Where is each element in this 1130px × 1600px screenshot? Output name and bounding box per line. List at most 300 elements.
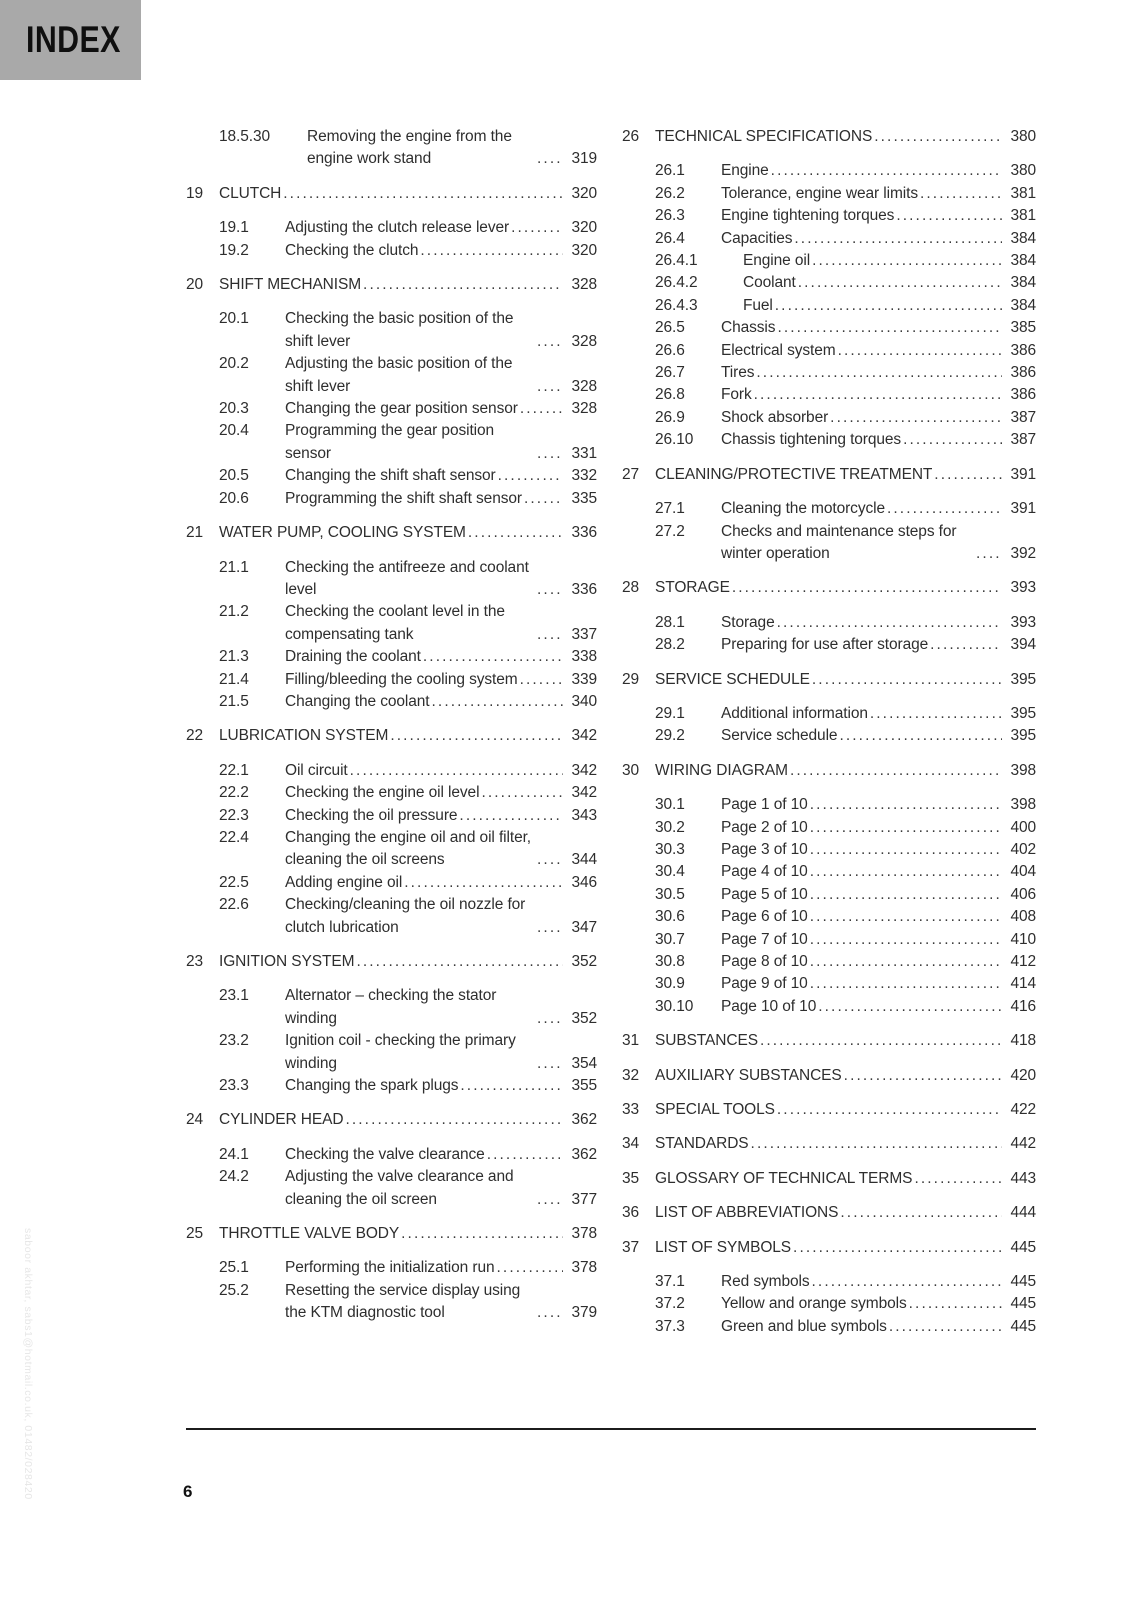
entry-leader-dots — [810, 973, 1002, 995]
entry-title: LIST OF SYMBOLS — [655, 1238, 792, 1256]
entry-number: 37.2 — [655, 1295, 685, 1313]
entry-page-number: 377 — [571, 1190, 597, 1208]
entry-leader-dots — [777, 612, 1002, 634]
entry-page-number: 393 — [1010, 579, 1036, 597]
entry-number: 19.2 — [219, 241, 249, 259]
toc-entry — [186, 985, 597, 1030]
toc-entry — [622, 996, 1036, 1018]
entry-number: 27.2 — [655, 522, 685, 540]
entry-title: Engine — [721, 162, 769, 180]
entry-page-number: 395 — [1010, 727, 1036, 745]
toc-entry — [622, 126, 1036, 148]
toc-entry — [622, 384, 1036, 406]
toc-entry — [186, 488, 597, 510]
entry-title: Ignition coil - checking the primary winding — [285, 1032, 516, 1072]
entry-page-number: 414 — [1010, 975, 1036, 993]
entry-leader-dots — [497, 1257, 564, 1279]
toc-entry — [622, 498, 1036, 520]
entry-number: 26.2 — [655, 184, 685, 202]
entry-number: 27.1 — [655, 500, 685, 518]
entry-title: Oil circuit — [285, 761, 348, 779]
entry-page-number: 328 — [571, 377, 597, 395]
entry-number: 20.6 — [219, 489, 249, 507]
entry-page-number: 328 — [571, 276, 597, 294]
entry-title: Checking the clutch — [285, 241, 419, 259]
entry-page-number: 342 — [571, 784, 597, 802]
toc-entry — [622, 205, 1036, 227]
entry-page-number: 379 — [571, 1304, 597, 1322]
entry-number: 35 — [622, 1169, 640, 1187]
entry-title: Changing the coolant — [285, 692, 430, 710]
entry-title: CLEANING/PROTECTIVE TREATMENT — [655, 465, 933, 483]
toc-entry — [186, 827, 597, 872]
index-header-tab — [0, 0, 141, 80]
entry-number: 36 — [622, 1204, 640, 1222]
entry-leader-dots — [537, 1008, 563, 1030]
entry-number: 23.3 — [219, 1077, 249, 1095]
entry-number: 37 — [622, 1238, 640, 1256]
toc-entry — [186, 126, 597, 171]
entry-leader-dots — [537, 849, 563, 871]
toc-entry — [186, 894, 597, 939]
entry-page-number: 420 — [1010, 1066, 1036, 1084]
entry-page-number: 355 — [571, 1077, 597, 1095]
toc-column-left — [186, 126, 597, 1338]
entry-leader-dots — [840, 1202, 1002, 1224]
toc-entry — [622, 160, 1036, 182]
entry-number: 27 — [622, 465, 640, 483]
entry-leader-dots — [896, 205, 1002, 227]
entry-page-number: 346 — [571, 873, 597, 891]
entry-page-number: 319 — [571, 150, 597, 168]
toc-entry — [186, 557, 597, 602]
entry-page-number: 404 — [1010, 863, 1036, 881]
toc-entry — [622, 973, 1036, 995]
toc-entry — [186, 1257, 597, 1279]
entry-leader-dots — [838, 340, 1002, 362]
entry-page-number: 352 — [571, 953, 597, 970]
toc-entry — [622, 521, 1036, 566]
entry-number: 30.8 — [655, 953, 685, 970]
toc-entry — [186, 353, 597, 398]
entry-leader-dots — [793, 1237, 1002, 1259]
entry-leader-dots — [914, 1168, 1002, 1190]
entry-title: Coolant — [743, 274, 796, 292]
entry-number: 26.3 — [655, 207, 685, 225]
entry-leader-dots — [920, 183, 1002, 205]
entry-leader-dots — [810, 951, 1002, 973]
toc-entry — [622, 362, 1036, 384]
toc-entry — [186, 240, 597, 262]
entry-leader-dots — [524, 488, 563, 510]
entry-title: SERVICE SCHEDULE — [655, 670, 810, 688]
entry-title: GLOSSARY OF TECHNICAL TERMS — [655, 1169, 913, 1187]
entry-number: 37.3 — [655, 1317, 685, 1335]
entry-title: IGNITION SYSTEM — [219, 953, 355, 970]
toc-entry — [186, 274, 597, 296]
entry-number: 25.2 — [219, 1281, 249, 1299]
entry-title: Checking the valve clearance — [285, 1145, 485, 1163]
entry-title: Capacities — [721, 229, 793, 247]
entry-page-number: 393 — [1010, 613, 1036, 631]
entry-number: 20.4 — [219, 422, 249, 440]
entry-number: 20.1 — [219, 310, 249, 328]
toc — [186, 126, 1036, 1338]
entry-leader-dots — [537, 579, 563, 601]
entry-title: CYLINDER HEAD — [219, 1111, 344, 1129]
entry-page-number: 412 — [1010, 953, 1036, 970]
entry-page-number: 445 — [1010, 1317, 1036, 1335]
toc-entry — [622, 884, 1036, 906]
entry-title: Changing the spark plugs — [285, 1077, 459, 1095]
entry-title: Chassis tightening torques — [721, 431, 902, 449]
toc-entry — [622, 272, 1036, 294]
toc-entry — [622, 1271, 1036, 1293]
entry-title: Page 2 of 10 — [721, 818, 808, 836]
entry-leader-dots — [283, 183, 563, 205]
entry-leader-dots — [498, 465, 563, 487]
entry-number: 30.2 — [655, 818, 685, 836]
entry-title: Changing the engine oil and oil filter, cleaning the oil screens — [285, 828, 532, 869]
entry-leader-dots — [818, 996, 1002, 1018]
entry-title: Shock absorber — [721, 408, 829, 426]
toc-entry — [622, 612, 1036, 634]
entry-title: Removing the engine from the engine work stand — [307, 128, 512, 168]
entry-number: 26 — [622, 128, 640, 145]
entry-title: CLUTCH — [219, 184, 282, 202]
entry-leader-dots — [732, 577, 1002, 599]
entry-title: WIRING DIAGRAM — [655, 761, 788, 779]
entry-page-number: 391 — [1010, 500, 1036, 518]
entry-leader-dots — [760, 1030, 1002, 1052]
entry-number: 21.2 — [219, 603, 249, 621]
entry-leader-dots — [537, 1302, 563, 1324]
entry-page-number: 381 — [1010, 207, 1036, 225]
entry-page-number: 378 — [571, 1259, 597, 1277]
entry-page-number: 442 — [1010, 1135, 1036, 1153]
entry-page-number: 342 — [571, 761, 597, 779]
entry-leader-dots — [520, 398, 563, 420]
entry-title: Storage — [721, 613, 775, 631]
entry-page-number: 384 — [1010, 296, 1036, 314]
entry-page-number: 402 — [1010, 840, 1036, 858]
entry-title: LUBRICATION SYSTEM — [219, 727, 389, 745]
entry-title: Red symbols — [721, 1273, 810, 1291]
entry-leader-dots — [775, 295, 1002, 317]
entry-page-number: 387 — [1010, 408, 1036, 426]
toc-entry — [186, 1075, 597, 1097]
entry-leader-dots — [812, 250, 1002, 272]
toc-entry — [186, 669, 597, 691]
entry-number: 23.2 — [219, 1032, 249, 1050]
entry-title: Programming the shift shaft sensor — [285, 489, 522, 507]
entry-title: TECHNICAL SPECIFICATIONS — [655, 128, 873, 145]
entry-number: 30.5 — [655, 885, 685, 903]
toc-entry — [186, 691, 597, 713]
toc-entry — [186, 183, 597, 205]
entry-page-number: 385 — [1010, 319, 1036, 337]
entry-number: 30.9 — [655, 975, 685, 993]
entry-page-number: 381 — [1010, 184, 1036, 202]
entry-leader-dots — [870, 703, 1002, 725]
entry-number: 30.1 — [655, 796, 685, 814]
entry-page-number: 352 — [571, 1009, 597, 1027]
entry-page-number: 343 — [571, 806, 597, 824]
entry-leader-dots — [520, 669, 563, 691]
toc-entry — [622, 725, 1036, 747]
entry-title: Checking the engine oil level — [285, 784, 480, 802]
entry-title: SUBSTANCES — [655, 1032, 758, 1050]
toc-entry — [186, 951, 597, 973]
watermark-text: saboor akhtar, sabs1@hotmail.co.uk, 01482/028420 — [22, 1228, 34, 1500]
toc-entry — [186, 1144, 597, 1166]
entry-title: WATER PUMP, COOLING SYSTEM — [219, 524, 466, 542]
entry-title: Preparing for use after storage — [721, 636, 929, 654]
toc-entry — [186, 308, 597, 353]
entry-number: 24.2 — [219, 1168, 249, 1186]
entry-title: LIST OF ABBREVIATIONS — [655, 1204, 839, 1222]
toc-entry — [622, 861, 1036, 883]
entry-page-number: 386 — [1010, 341, 1036, 359]
entry-leader-dots — [537, 1189, 563, 1211]
toc-entry — [622, 429, 1036, 451]
toc-entry — [622, 464, 1036, 486]
entry-page-number: 347 — [571, 918, 597, 936]
entry-page-number: 398 — [1010, 761, 1036, 779]
entry-title: SPECIAL TOOLS — [655, 1101, 775, 1119]
toc-entry — [186, 872, 597, 894]
toc-entry — [622, 1237, 1036, 1259]
entry-leader-dots — [903, 429, 1002, 451]
toc-entry — [622, 1202, 1036, 1224]
entry-leader-dots — [777, 317, 1002, 339]
toc-entry — [186, 420, 597, 465]
entry-page-number: 338 — [571, 648, 597, 666]
entry-title: Checking the coolant level in the compensating tank — [285, 603, 505, 643]
entry-title: Resetting the service display using the KTM diagnostic tool — [285, 1281, 521, 1322]
entry-number: 29.2 — [655, 727, 685, 745]
entry-page-number: 331 — [571, 444, 597, 462]
entry-title: Page 6 of 10 — [721, 908, 808, 926]
entry-title: Page 9 of 10 — [721, 975, 808, 993]
entry-title: Fork — [721, 386, 752, 404]
toc-entry — [622, 906, 1036, 928]
entry-page-number: 344 — [571, 851, 597, 869]
entry-number: 25 — [186, 1225, 204, 1243]
entry-number: 24.1 — [219, 1145, 249, 1163]
entry-page-number: 380 — [1010, 162, 1036, 180]
entry-title: AUXILIARY SUBSTANCES — [655, 1066, 842, 1084]
entry-title: Checking the oil pressure — [285, 806, 458, 824]
entry-page-number: 395 — [1010, 704, 1036, 722]
entry-number: 24 — [186, 1111, 204, 1129]
entry-title: Green and blue symbols — [721, 1317, 887, 1335]
entry-leader-dots — [771, 160, 1002, 182]
entry-page-number: 384 — [1010, 274, 1036, 292]
entry-number: 30 — [622, 761, 640, 779]
entry-number: 22 — [186, 727, 204, 745]
entry-title: STORAGE — [655, 579, 730, 597]
entry-page-number: 320 — [571, 241, 597, 259]
entry-title: Filling/bleeding the cooling system — [285, 670, 518, 688]
entry-title: Alternator – checking the stator winding — [285, 987, 497, 1027]
entry-number: 29.1 — [655, 704, 685, 722]
entry-title: Yellow and orange symbols — [721, 1295, 907, 1313]
entry-leader-dots — [812, 669, 1002, 691]
toc-entry — [622, 317, 1036, 339]
entry-page-number: 386 — [1010, 386, 1036, 404]
entry-title: Engine tightening torques — [721, 207, 895, 225]
toc-entry — [186, 1109, 597, 1131]
entry-title: Chassis — [721, 319, 776, 337]
entry-page-number: 336 — [571, 580, 597, 598]
entry-title: Checking the basic position of the shift lever — [285, 310, 514, 350]
toc-entry — [186, 725, 597, 747]
entry-leader-dots — [481, 782, 563, 804]
entry-number: 21 — [186, 524, 204, 542]
entry-page-number: 337 — [571, 625, 597, 643]
toc-entry — [622, 929, 1036, 951]
toc-entry — [622, 183, 1036, 205]
entry-page-number: 342 — [571, 727, 597, 745]
entry-page-number: 339 — [571, 670, 597, 688]
entry-leader-dots — [844, 1065, 1002, 1087]
entry-number: 22.1 — [219, 761, 249, 779]
toc-entry — [622, 250, 1036, 272]
entry-number: 33 — [622, 1101, 640, 1119]
entry-number: 26.4.1 — [655, 252, 698, 270]
entry-leader-dots — [401, 1223, 563, 1245]
entry-leader-dots — [810, 884, 1002, 906]
entry-title: Changing the shift shaft sensor — [285, 467, 496, 485]
entry-number: 30.3 — [655, 840, 685, 858]
entry-leader-dots — [810, 794, 1002, 816]
toc-entry — [186, 1223, 597, 1245]
entry-leader-dots — [794, 228, 1002, 250]
entry-title: SHIFT MECHANISM — [219, 276, 362, 294]
entry-number: 26.4 — [655, 229, 685, 247]
entry-number: 20 — [186, 276, 204, 294]
entry-page-number: 445 — [1010, 1238, 1036, 1256]
entry-number: 22.6 — [219, 896, 249, 914]
entry-page-number: 443 — [1010, 1169, 1036, 1187]
entry-leader-dots — [537, 376, 563, 398]
toc-entry — [186, 601, 597, 646]
entry-title: Engine oil — [743, 252, 811, 270]
entry-title: Performing the initialization run — [285, 1259, 495, 1277]
entry-leader-dots — [363, 274, 563, 296]
entry-leader-dots — [460, 1075, 563, 1097]
entry-leader-dots — [798, 272, 1002, 294]
entry-title: Tolerance, engine wear limits — [721, 184, 918, 202]
entry-title: THROTTLE VALVE BODY — [219, 1225, 400, 1243]
entry-number: 21.4 — [219, 670, 249, 688]
entry-number: 30.10 — [655, 997, 694, 1015]
toc-entry — [186, 760, 597, 782]
entry-title: STANDARDS — [655, 1135, 749, 1153]
entry-title: Page 10 of 10 — [721, 997, 817, 1015]
entry-leader-dots — [404, 872, 563, 894]
entry-number: 22.4 — [219, 828, 249, 846]
entry-number: 28.2 — [655, 636, 685, 654]
entry-number: 23 — [186, 953, 204, 970]
entry-title: Page 5 of 10 — [721, 885, 808, 903]
toc-entry — [186, 398, 597, 420]
entry-page-number: 354 — [571, 1054, 597, 1072]
footer-page-number: 6 — [183, 1482, 193, 1501]
toc-entry — [622, 760, 1036, 782]
entry-number: 34 — [622, 1135, 640, 1153]
entry-page-number: 380 — [1010, 128, 1036, 145]
entry-number: 19 — [186, 184, 204, 202]
entry-number: 21.5 — [219, 692, 249, 710]
entry-title: Checks and maintenance steps for winter operation — [721, 522, 957, 562]
toc-entry — [622, 340, 1036, 362]
entry-page-number: 418 — [1010, 1032, 1036, 1050]
entry-leader-dots — [812, 1271, 1003, 1293]
entry-page-number: 328 — [571, 400, 597, 418]
entry-leader-dots — [356, 951, 563, 973]
entry-leader-dots — [511, 217, 563, 239]
toc-entry — [622, 295, 1036, 317]
entry-leader-dots — [930, 634, 1002, 656]
entry-page-number: 406 — [1010, 885, 1036, 903]
toc-entry — [186, 1166, 597, 1211]
entry-leader-dots — [810, 839, 1002, 861]
toc-entry — [622, 794, 1036, 816]
entry-page-number: 422 — [1010, 1101, 1036, 1119]
entry-number: 26.10 — [655, 431, 694, 449]
toc-entry — [622, 669, 1036, 691]
entry-leader-dots — [468, 522, 563, 544]
entry-number: 29 — [622, 670, 640, 688]
entry-number: 20.2 — [219, 355, 249, 373]
entry-leader-dots — [810, 906, 1002, 928]
entry-number: 30.7 — [655, 930, 685, 948]
entry-title: Adjusting the valve clearance and cleaning the oil screen — [285, 1168, 514, 1208]
entry-number: 20.3 — [219, 400, 249, 418]
entry-number: 21.1 — [219, 558, 249, 576]
entry-number: 26.9 — [655, 408, 685, 426]
entry-leader-dots — [777, 1099, 1002, 1121]
entry-leader-dots — [790, 760, 1002, 782]
entry-number: 23.1 — [219, 987, 249, 1005]
entry-number: 31 — [622, 1032, 640, 1050]
entry-page-number: 387 — [1010, 431, 1036, 449]
entry-page-number: 384 — [1010, 252, 1036, 270]
entry-number: 28 — [622, 579, 640, 597]
entry-number: 26.6 — [655, 341, 685, 359]
entry-title: Checking/cleaning the oil nozzle for clutch lubrication — [285, 896, 526, 936]
entry-page-number: 320 — [571, 184, 597, 202]
entry-leader-dots — [537, 148, 563, 170]
entry-title: Page 3 of 10 — [721, 840, 808, 858]
entry-number: 22.3 — [219, 806, 249, 824]
page-title: INDEX — [26, 19, 121, 60]
entry-number: 26.8 — [655, 386, 685, 404]
entry-title: Service schedule — [721, 727, 838, 745]
entry-number: 30.4 — [655, 863, 685, 881]
toc-column-right — [622, 126, 1036, 1338]
entry-number: 26.4.2 — [655, 274, 698, 292]
toc-entry — [186, 1030, 597, 1075]
entry-leader-dots — [839, 725, 1002, 747]
entry-leader-dots — [350, 760, 563, 782]
entry-leader-dots — [537, 624, 563, 646]
entry-page-number: 394 — [1010, 636, 1036, 654]
entry-title: Adjusting the clutch release lever — [285, 219, 510, 237]
entry-leader-dots — [754, 384, 1002, 406]
